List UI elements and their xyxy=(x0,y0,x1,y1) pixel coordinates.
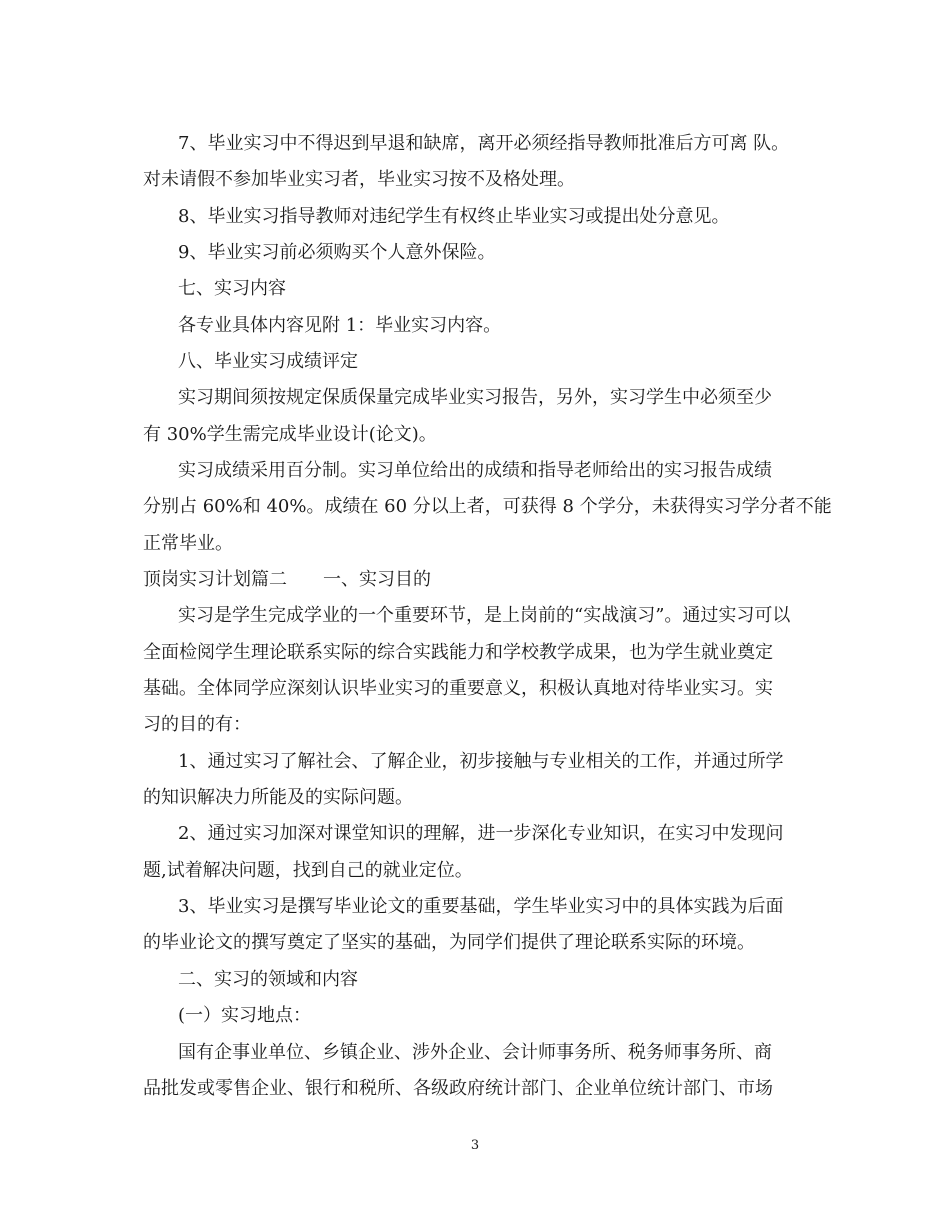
section-heading: 八、毕业实习成绩评定 xyxy=(178,351,358,372)
text-line: 分别占 60%和 40%。成绩在 60 分以上者，可获得 8 个学分，未获得实习学分者不能 xyxy=(143,496,832,517)
text-line: 习的目的有： xyxy=(143,714,251,735)
text-line: 1、通过实习了解社会、了解企业，初步接触与专业相关的工作，并通过所学 xyxy=(178,751,784,772)
section-heading: 七、实习内容 xyxy=(178,278,286,299)
text-line: 品批发或零售企业、银行和税所、各级政府统计部门、企业单位统计部门、市场 xyxy=(143,1078,773,1099)
text-line: 8、毕业实习指导教师对违纪学生有权终止毕业实习或提出处分意见。 xyxy=(178,206,730,227)
text-line: 实习成绩采用百分制。实习单位给出的成绩和指导老师给出的实习报告成绩 xyxy=(178,460,772,481)
page-number: 3 xyxy=(470,1138,480,1153)
text-line: 的知识解决力所能及的实际问题。 xyxy=(143,787,413,808)
text-line: 的毕业论文的撰写奠定了坚实的基础，为同学们提供了理论联系实际的环境。 xyxy=(143,932,755,953)
text-line: 对未请假不参加毕业实习者，毕业实习按不及格处理。 xyxy=(143,169,575,190)
text-line: 全面检阅学生理论联系实际的综合实践能力和学校教学成果，也为学生就业奠定 xyxy=(143,642,773,663)
text-line: 7、毕业实习中不得迟到早退和缺席，离开必须经指导教师批准后方可离 队。 xyxy=(178,133,790,154)
text-line: 实习期间须按规定保质保量完成毕业实习报告，另外，实习学生中必须至少 xyxy=(178,387,772,408)
text-line: 9、毕业实习前必须购买个人意外保险。 xyxy=(178,242,496,263)
text-line: 实习是学生完成学业的一个重要环节，是上岗前的“实战演习”。通过实习可以 xyxy=(178,605,791,626)
text-line: 2、通过实习加深对课堂知识的理解，进一步深化专业知识，在实习中发现问 xyxy=(178,823,784,844)
text-line: 国有企事业单位、乡镇企业、涉外企业、会计师事务所、税务师事务所、商 xyxy=(178,1042,772,1063)
section-heading: 顶岗实习计划篇二 一、实习目的 xyxy=(143,569,431,590)
text-line: 有 30%学生需完成毕业设计(论文)。 xyxy=(143,424,437,445)
text-line: 正常毕业。 xyxy=(143,533,233,554)
sub-heading: (一）实习地点： xyxy=(178,1005,312,1026)
section-heading: 二、实习的领域和内容 xyxy=(178,969,358,990)
text-line: 基础。全体同学应深刻认识毕业实习的重要意义，积极认真地对待毕业实习。实 xyxy=(143,678,773,699)
text-line: 3、毕业实习是撰写毕业论文的重要基础，学生毕业实习中的具体实践为后面 xyxy=(178,896,784,917)
text-line: 题,试着解决问题，找到自己的就业定位。 xyxy=(143,860,473,881)
text-line: 各专业具体内容见附 1：毕业实习内容。 xyxy=(178,315,502,336)
